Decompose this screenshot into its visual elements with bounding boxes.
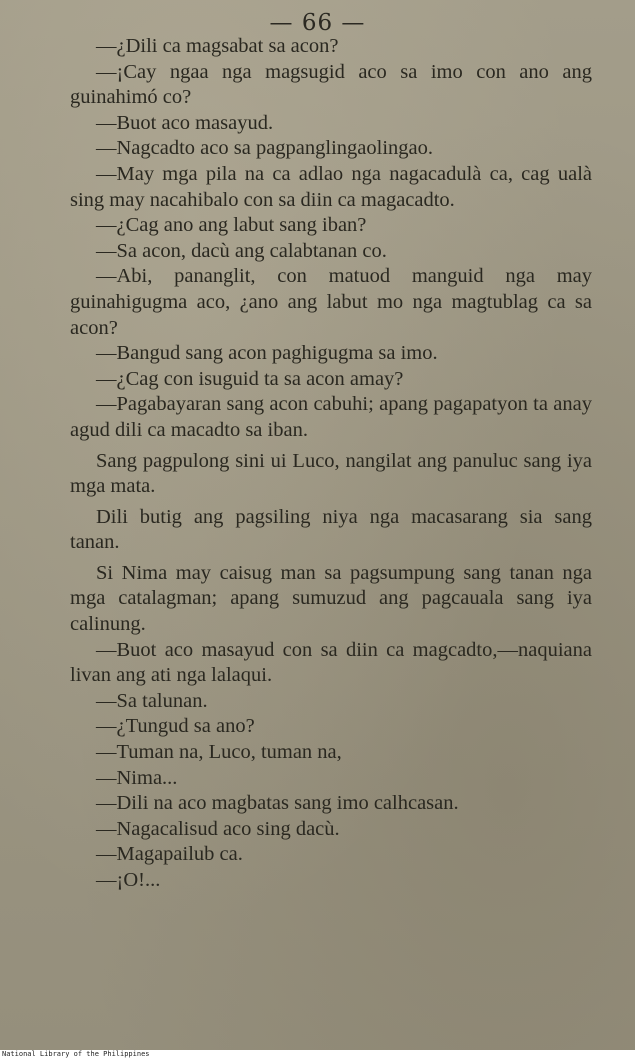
paragraph-7: —Sa acon, dacù ang calabtanan co. <box>96 239 387 262</box>
paragraph-6: —¿Cag ano ang labut sang iban? <box>96 214 367 237</box>
paragraph-2: —¡Cay ngaa nga magsugid aco sa imo con ano ang guinahimó co? <box>70 60 592 109</box>
paragraph-22: —Magapailub ca. <box>96 843 243 866</box>
paragraph-19: —Nima... <box>96 766 178 789</box>
footer-credit: National Library of the Philippines <box>0 1050 635 1058</box>
paragraph-17: —¿Tungud sa ano? <box>96 715 255 738</box>
paragraph-1: —¿Dili ca magsabat sa acon? <box>96 35 339 57</box>
paragraph-8: —Abi, pananglit, con matuod manguid nga may guinahigugma aco, ¿ano ang labut mo nga magtublag ca sa acon? <box>70 265 592 339</box>
paragraph-23: —¡O!... <box>96 869 161 891</box>
paragraph-3: —Buot aco masayud. <box>96 111 274 134</box>
paragraph-18: —Tuman na, Luco, tuman na, <box>96 741 342 764</box>
paragraph-12: Sang pagpulong sini ui Luco, nangilat ang panuluc sang iya mga mata. <box>70 449 592 498</box>
paragraph-14: Si Nima may caisug man sa pagsumpung sang tanan nga mga catalagman; apang sumuzud ang pagcauala sang iya calinung. <box>70 561 592 636</box>
paragraph-16: —Sa talunan. <box>96 689 208 712</box>
paragraph-4: —Nagcadto aco sa pagpanglingaolingao. <box>96 137 433 160</box>
paragraph-21: —Nagacalisud aco sing dacù. <box>96 817 340 840</box>
page-number: — 66 — <box>269 10 366 36</box>
paragraph-5: —May mga pila na ca adlao nga nagacadulà ca, cag ualà sing may nacahibalo con sa diin ca magacadto. <box>70 162 592 211</box>
paragraph-20: —Dili na aco magbatas sang imo calhcasan. <box>96 792 459 815</box>
paragraph-11: —Pagabayaran sang acon cabuhi; apang pagapatyon ta anay agud dili ca macadto sa iban. <box>70 393 592 441</box>
paragraph-15: —Buot aco masayud con sa diin ca magcadto,—naquiana livan ang ati nga lalaqui. <box>70 638 592 687</box>
paragraph-9: —Bangud sang acon paghigugma sa imo. <box>96 342 438 365</box>
paragraph-13: Dili butig ang pagsiling niya nga macasarang sia sang tanan. <box>70 505 592 554</box>
paragraph-10: —¿Cag con isuguid ta sa acon amay? <box>96 367 404 390</box>
text-body <box>70 34 592 894</box>
